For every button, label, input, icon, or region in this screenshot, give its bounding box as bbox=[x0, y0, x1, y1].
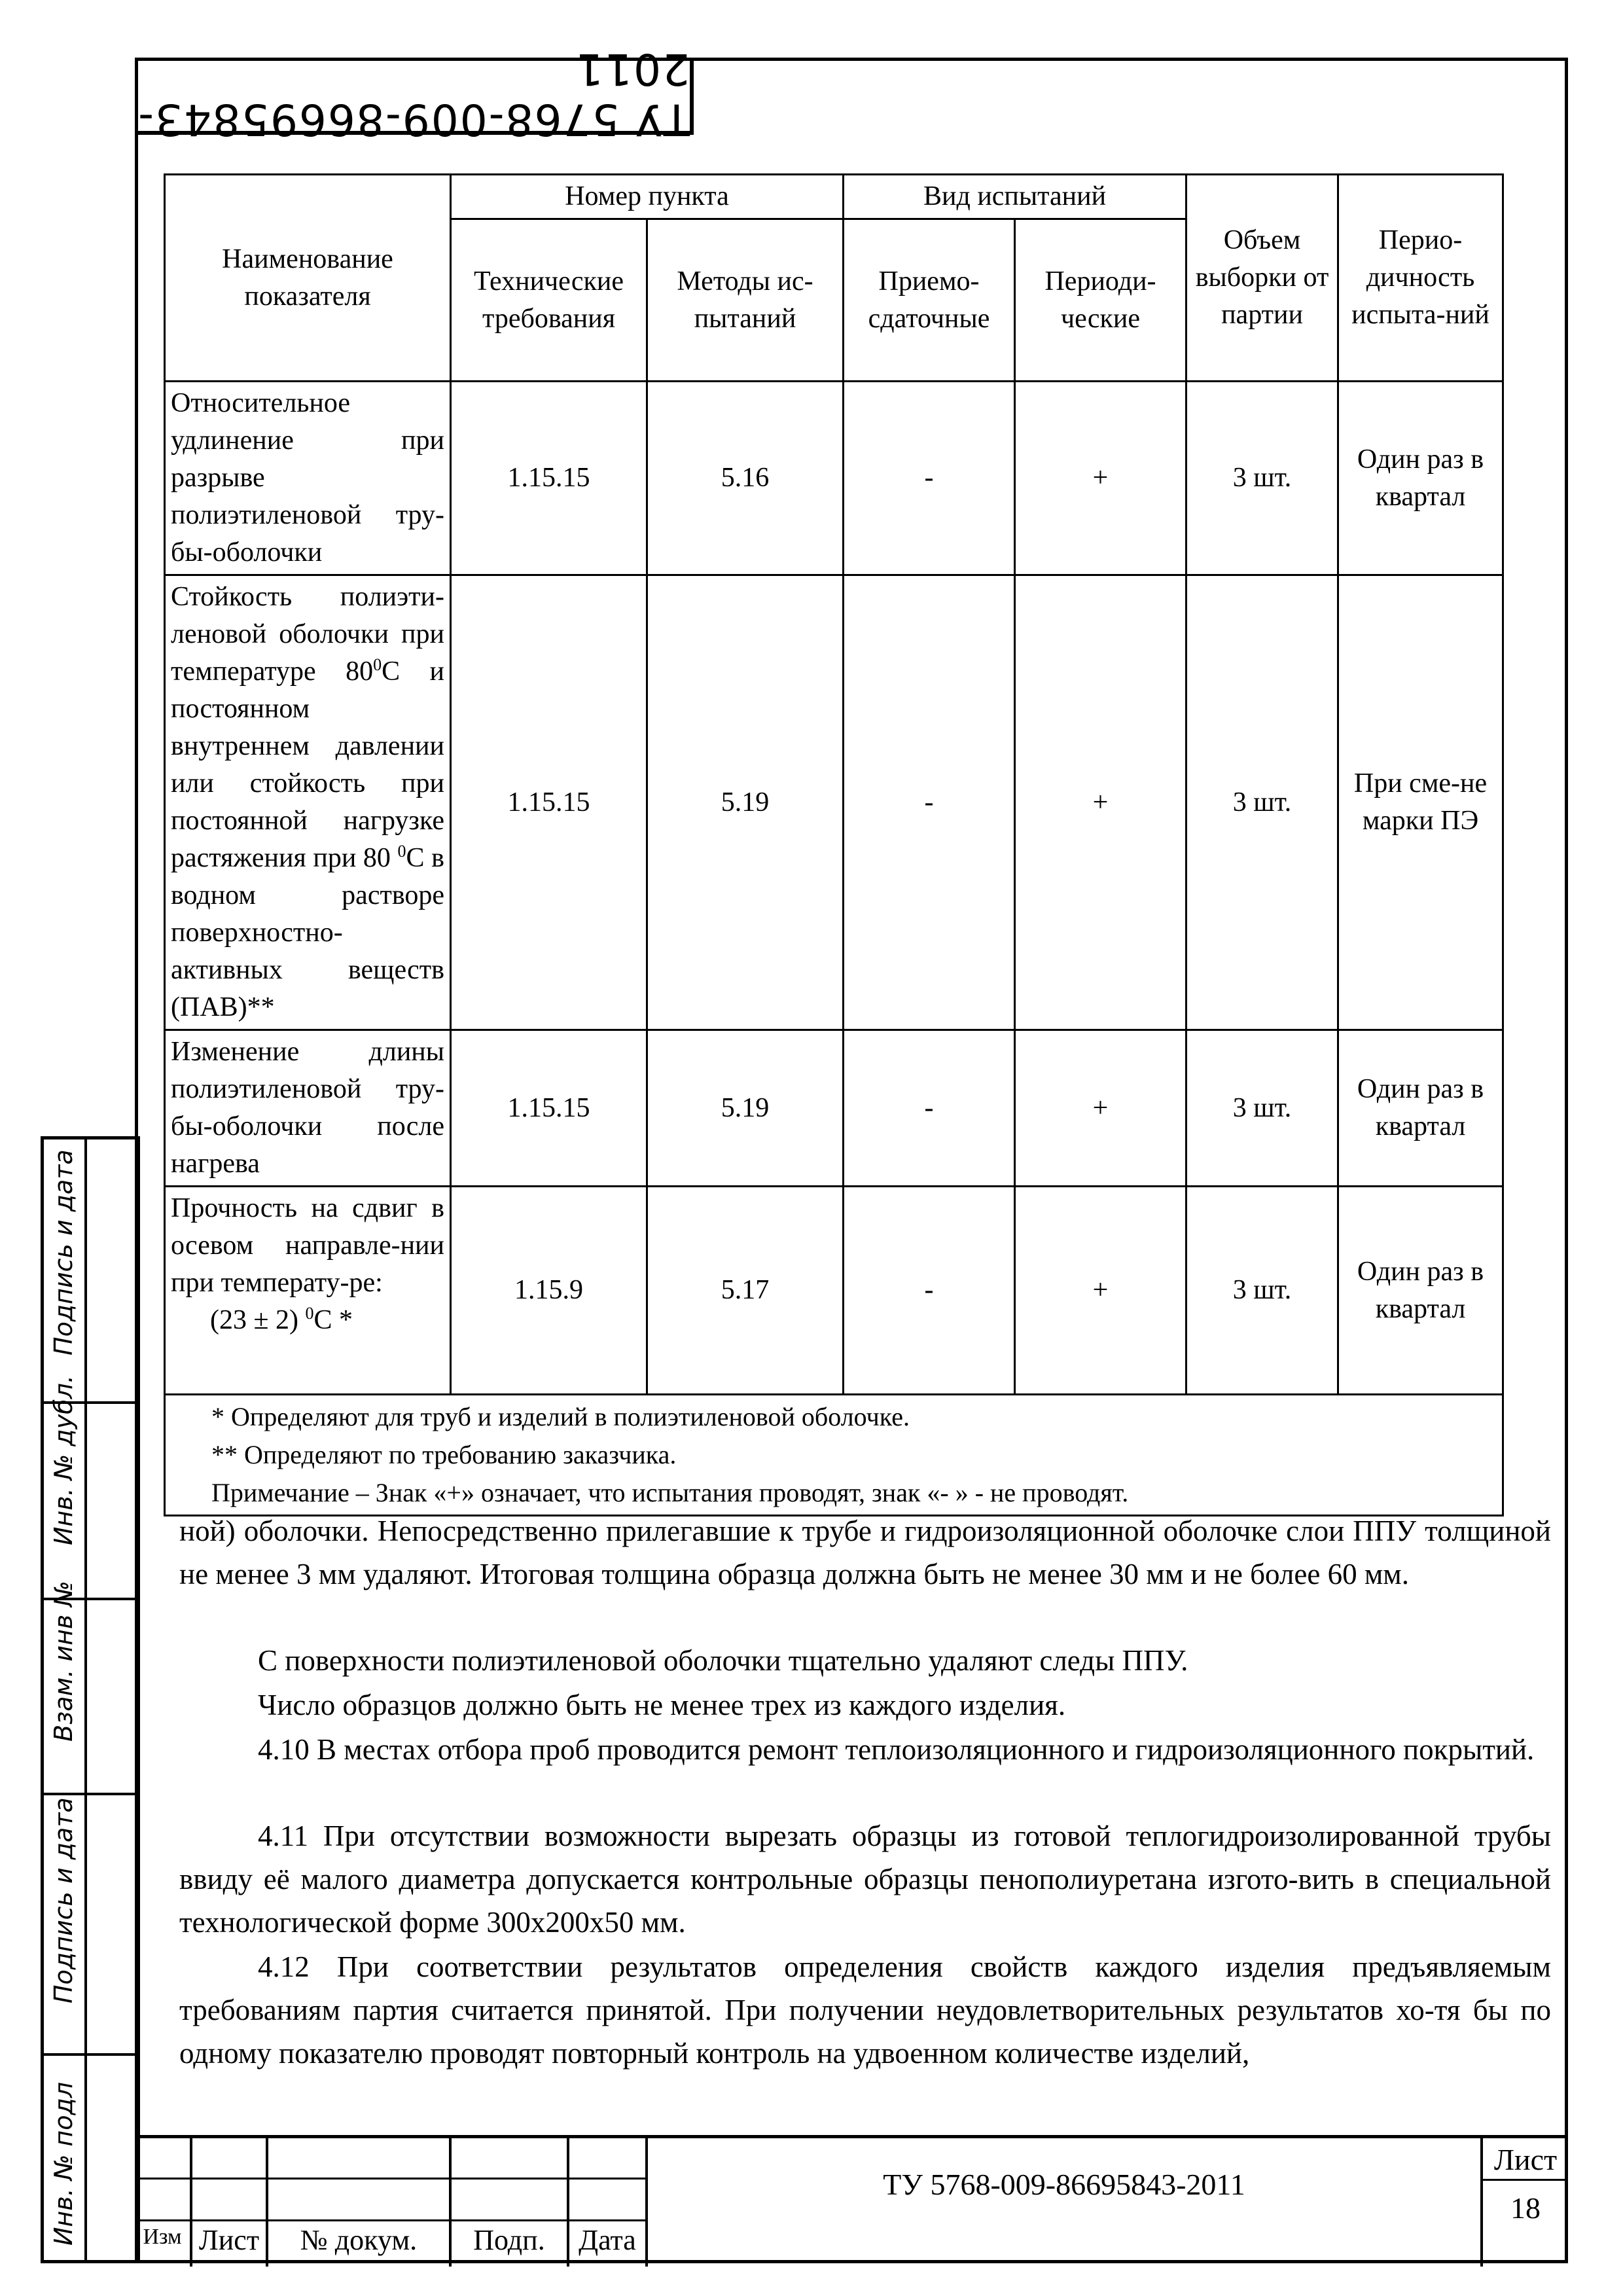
row-tech: 1.15.15 bbox=[451, 1030, 647, 1187]
side-label-orig-inv: Инв. № подл bbox=[49, 2081, 78, 2246]
top-stamp bbox=[135, 44, 694, 145]
side-label-signature-2: Подпись и дата bbox=[49, 1797, 78, 2003]
table-row bbox=[165, 1030, 1503, 1187]
table-notes-row bbox=[165, 1395, 1503, 1516]
row-method: 5.19 bbox=[647, 1030, 844, 1187]
header-methods: Методы ис-пытаний bbox=[647, 219, 844, 382]
paragraph-5: 4.11 При отсутствии возможности вырезать образцы из готовой теплогидроизолированной трубы ввиду её малого диаметра допускается контрольные образцы пенополиуретана изгото-вить в специальной технологической форме 300х200х50 мм. bbox=[179, 1820, 1551, 1939]
tb-list: Лист bbox=[198, 2224, 260, 2256]
tb-podp: Подп. bbox=[473, 2224, 545, 2256]
side-label-dup-inv: Инв. № дубл. bbox=[49, 1375, 78, 1545]
tb-data: Дата bbox=[579, 2224, 636, 2256]
row-periodic: + bbox=[1015, 1187, 1186, 1395]
row-acceptance: - bbox=[844, 1187, 1015, 1395]
tb-izm: Изм bbox=[143, 2225, 182, 2249]
row-acceptance: - bbox=[844, 1030, 1015, 1187]
header-test-group: Вид испытаний bbox=[844, 175, 1186, 219]
row-method: 5.19 bbox=[647, 575, 844, 1030]
row-name: Изменение длины полиэтиленовой тру-бы-оболочки после нагрева bbox=[165, 1030, 451, 1187]
row-frequency: Один раз в квартал bbox=[1338, 382, 1503, 575]
table-notes bbox=[165, 1395, 1503, 1516]
row-periodic: + bbox=[1015, 575, 1186, 1030]
table-row bbox=[165, 1187, 1503, 1395]
note-1: * Определяют для труб и изделий в полиэтиленовой оболочке. bbox=[211, 1402, 910, 1431]
paragraph-6: 4.12 При соответствии результатов определения свойств каждого изделия предъявляемым требованиям партия считается принятой. При получении неудовлетворительных результатов хо-тя бы по одному показателю проводят повторный контроль на удвоенном количестве изделий, bbox=[179, 1950, 1551, 2070]
header-acceptance: Приемо-сдаточные bbox=[844, 219, 1015, 382]
row-sample: 3 шт. bbox=[1186, 1030, 1338, 1187]
header-frequency: Перио-дичность испыта-ний bbox=[1338, 175, 1503, 382]
row-name: Прочность на сдвиг в осевом направле-нии при температу-ре: (23 ± 2) $^0$С * bbox=[165, 1187, 451, 1395]
row-tech: 1.15.15 bbox=[451, 575, 647, 1030]
side-strip bbox=[41, 1136, 140, 2263]
header-tech: Технические требования bbox=[451, 219, 647, 382]
table-row bbox=[165, 382, 1503, 575]
row-name: Относительное удлинение при разрыве полиэтиленовой тру-бы-оболочки bbox=[165, 382, 451, 575]
row-periodic: + bbox=[1015, 382, 1186, 575]
tb-designation: ТУ 5768-009-86695843-2011 bbox=[883, 2168, 1245, 2201]
header-name: Наименование показателя bbox=[165, 175, 451, 382]
row-frequency: Один раз в квартал bbox=[1338, 1187, 1503, 1395]
paragraph-3: Число образцов должно быть не менее трех из каждого изделия. bbox=[258, 1689, 1066, 1721]
stamp-designation: ТУ 5768-009-86695843-2011 bbox=[137, 44, 690, 145]
header-periodic: Периоди-ческие bbox=[1015, 219, 1186, 382]
tb-doc: № докум. bbox=[300, 2224, 418, 2256]
paragraph-2: С поверхности полиэтиленовой оболочки тщательно удаляют следы ППУ. bbox=[258, 1644, 1188, 1677]
row-frequency: Один раз в квартал bbox=[1338, 1030, 1503, 1187]
row-method: 5.16 bbox=[647, 382, 844, 575]
row-tech: 1.15.15 bbox=[451, 382, 647, 575]
note-3: Примечание – Знак «+» означает, что испытания проводят, знак «- » - не проводят. bbox=[211, 1478, 1129, 1507]
row-periodic: + bbox=[1015, 1030, 1186, 1187]
header-sample: Объем выборки от партии bbox=[1186, 175, 1338, 382]
row-name: Стойкость полиэти-леновой оболочки при температуре $80^0С$ и постоянном внутреннем давлении или стойкость при постоянной нагрузке растяжения при 80 $^0$С в водном растворе поверхностно-активных веществ (ПАВ)** bbox=[165, 575, 451, 1030]
paragraph-1: ной) оболочки. Непосредственно прилегавшие к трубе и гидроизоляционной оболочке слои ППУ толщиной не менее 3 мм удаляют. Итоговая толщина образца должна быть не менее 30 мм и не более 60 мм. bbox=[179, 1515, 1551, 1590]
paragraph-4: 4.10 В местах отбора проб проводится ремонт теплоизоляционного и гидроизоляционного покрытий. bbox=[258, 1733, 1535, 1766]
row-acceptance: - bbox=[844, 382, 1015, 575]
tb-sheet-number: 18 bbox=[1510, 2191, 1541, 2225]
requirements-table bbox=[164, 173, 1504, 1516]
title-block bbox=[135, 2135, 1568, 2267]
tb-sheet-label: Лист bbox=[1493, 2143, 1558, 2176]
note-2: ** Определяют по требованию заказчика. bbox=[211, 1440, 677, 1469]
row-sample: 3 шт. bbox=[1186, 382, 1338, 575]
row-acceptance: - bbox=[844, 575, 1015, 1030]
side-label-signature-1: Подпись и дата bbox=[49, 1149, 78, 1355]
side-label-replace-inv: Взам. инв № bbox=[49, 1581, 78, 1742]
row-sample: 3 шт. bbox=[1186, 1187, 1338, 1395]
row-method: 5.17 bbox=[647, 1187, 844, 1395]
row-frequency: При сме-не марки ПЭ bbox=[1338, 575, 1503, 1030]
row-sample: 3 шт. bbox=[1186, 575, 1338, 1030]
row-tech: 1.15.9 bbox=[451, 1187, 647, 1395]
table-row bbox=[165, 575, 1503, 1030]
header-item-group: Номер пункта bbox=[451, 175, 844, 219]
